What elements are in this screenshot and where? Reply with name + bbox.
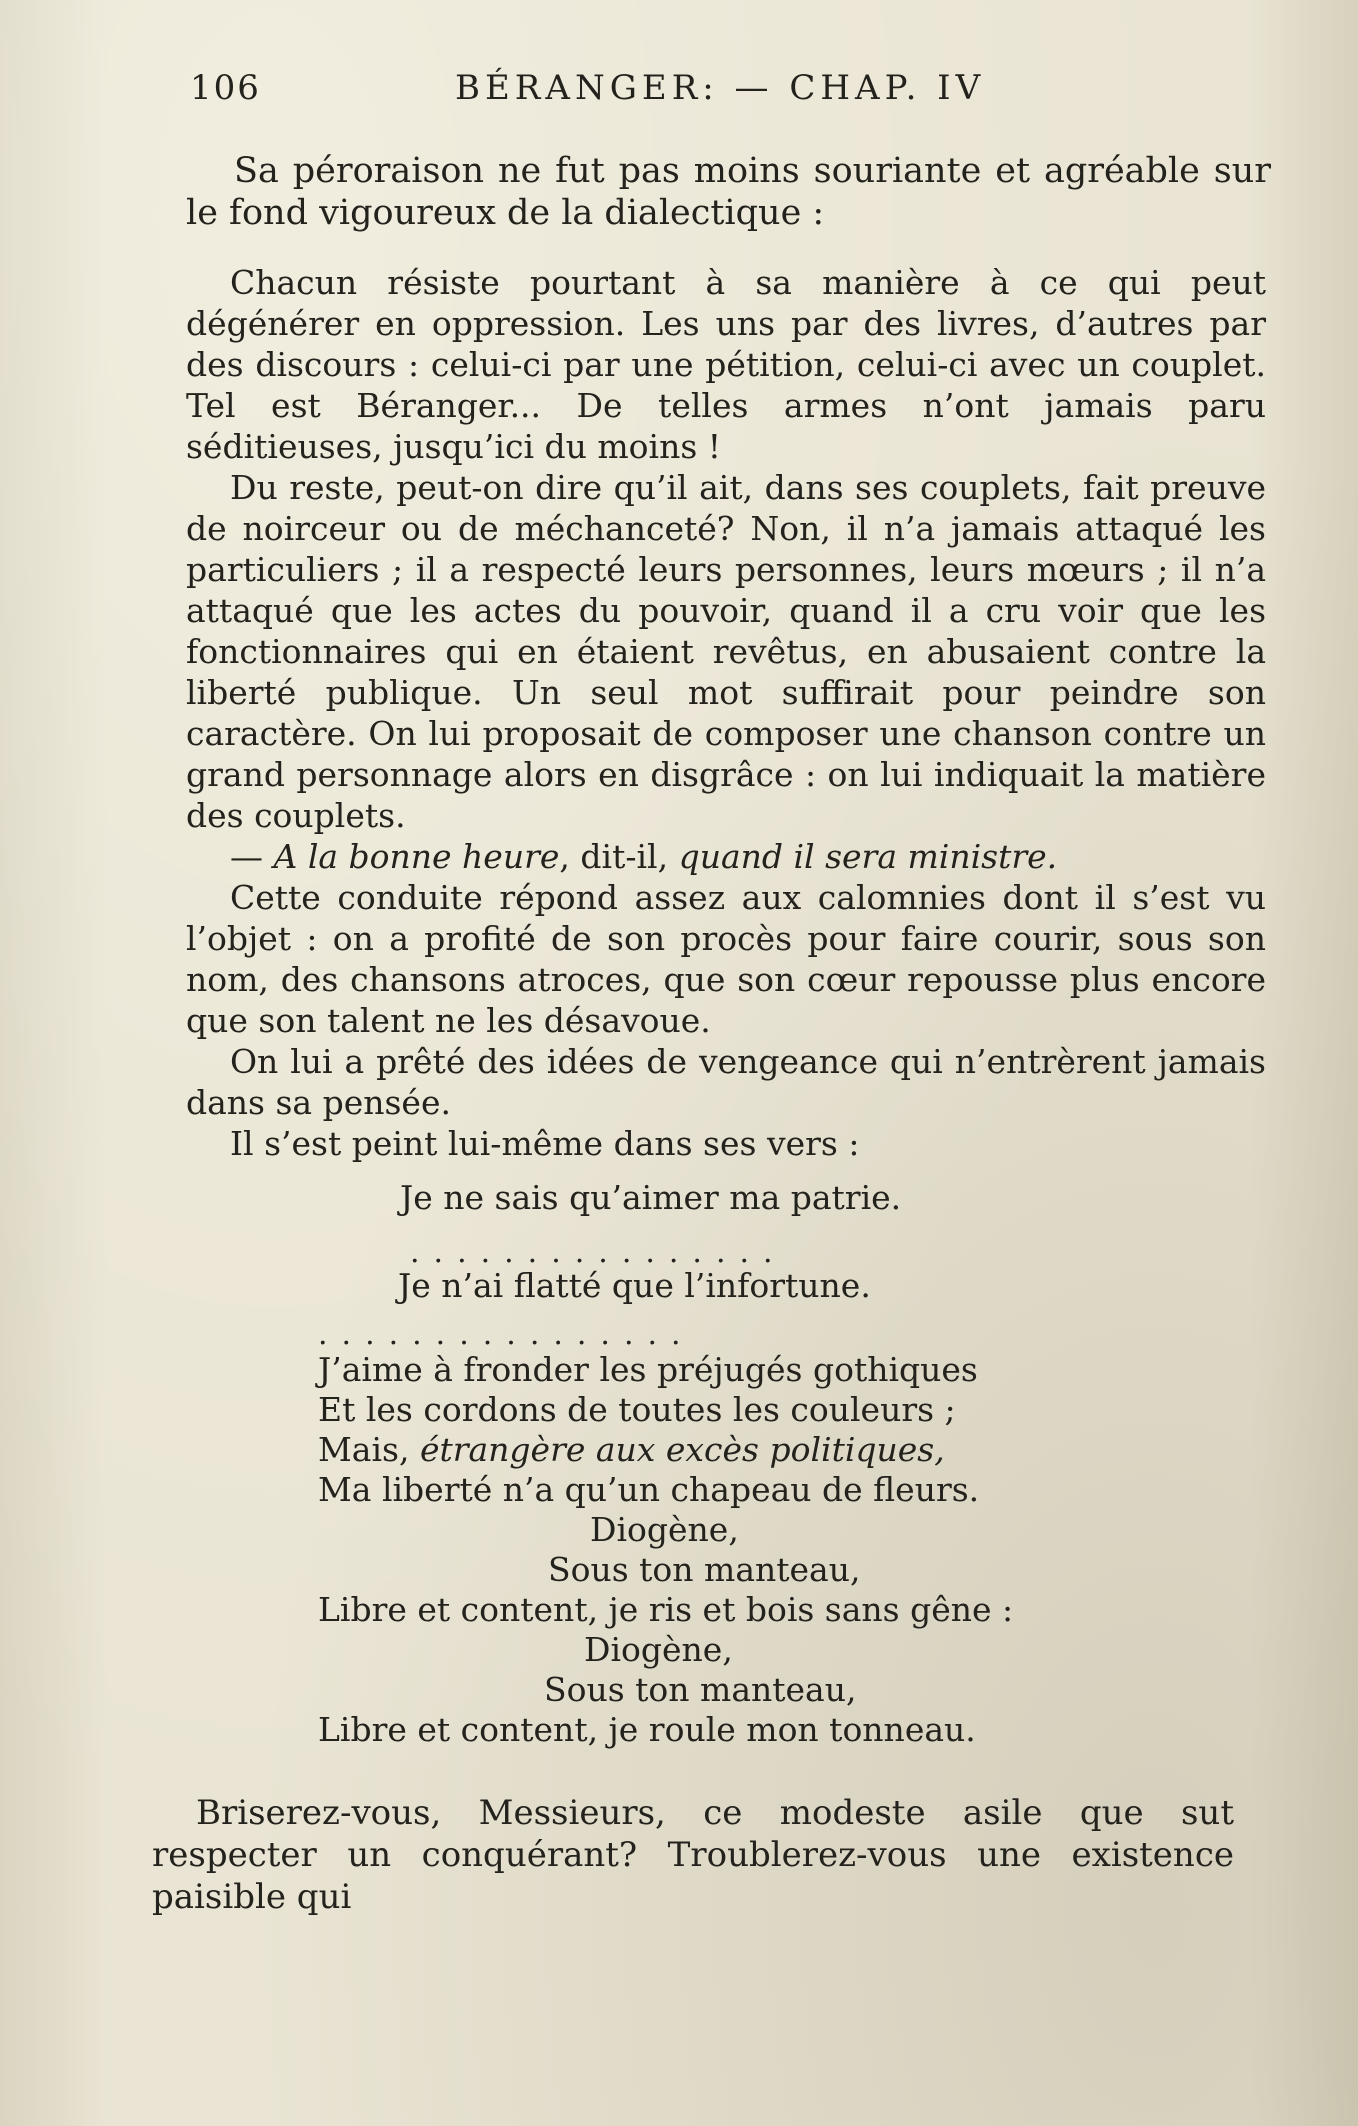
verse-line-mais	[318, 1430, 1078, 1470]
verse-line: Je ne sais qu’aimer ma patrie.	[400, 1178, 902, 1217]
closing-paragraph	[152, 1792, 1234, 1918]
ellipsis-row-1: ................	[410, 1235, 787, 1270]
refrain-line: Diogène,	[590, 1510, 739, 1549]
quote-dash: —	[230, 837, 274, 876]
quote-paragraph-1: Chacun résiste pourtant à sa manière à ce qui peut dégénérer en oppression. Les uns par des livres, d’autres par des discours : celui-ci par une pétition, celui-ci avec un couplet. Tel est Béranger... De telles armes n’ont jamais paru séditieuses, jusqu’ici du moins !	[186, 263, 1266, 466]
quote-paragraph-2: Du reste, peut-on dire qu’il ait, dans ses couplets, fait preuve de noirceur ou de méchanceté? Non, il n’a jamais attaqué les particuliers ; il a respecté leurs personnes, leurs mœurs ; il n’a attaqué que les actes du pouvoir, quand il a cru voir que les fonctionnaires qui en étaient revêtus, en abusaient contre la liberté publique. Un seul mot suffirait pour peindre son caractère. On lui proposait de composer une chanson contre un grand personnage alors en disgrâce : on lui indiquait la matière des couplets.	[186, 468, 1266, 835]
refrain-line: Sous ton manteau,	[548, 1550, 861, 1589]
refrain-line: Libre et content, je roule mon tonneau.	[318, 1710, 976, 1749]
verse-line: Je n’ai flatté que l’infortune.	[398, 1266, 871, 1305]
refrain-line: Libre et content, je ris et bois sans gêne :	[318, 1590, 1014, 1629]
closing-text: Briserez-vous, Messieurs, ce modeste asile que sut respecter un conquérant? Troublerez-vous une existence paisible qui	[152, 1793, 1234, 1917]
verse-prefix: Mais,	[318, 1430, 420, 1469]
verse-stanza	[318, 1350, 1078, 1750]
quote-paragraph-4: Cette conduite répond assez aux calomnies dont il s’est vu l’objet : on a profité de son procès pour faire courir, sous son nom, des chansons atroces, que son cœur repousse plus encore que son talent ne les désavoue.	[186, 878, 1266, 1040]
quote-paragraph-5: On lui a prêté des idées de vengeance qui n’entrèrent jamais dans sa pensée.	[186, 1042, 1266, 1122]
quoted-speech	[186, 262, 1266, 1164]
intro-text: Sa péroraison ne fut pas moins souriante et agréable sur le fond vigoureux de la dialectique :	[186, 151, 1271, 233]
intro-paragraph	[186, 150, 1271, 234]
page-header	[190, 68, 1010, 118]
ellipsis-row-2: ................	[318, 1317, 695, 1352]
verse-italic: étrangère aux excès politiques,	[419, 1430, 945, 1469]
refrain-line: Sous ton manteau,	[544, 1670, 857, 1709]
refrain-line: Diogène,	[584, 1630, 733, 1669]
quote-paragraph-6: Il s’est peint lui-même dans ses vers :	[230, 1124, 860, 1163]
verse-line: J’aime à fronder les préjugés gothiques	[318, 1350, 978, 1389]
verse-line: Et les cordons de toutes les couleurs ;	[318, 1390, 956, 1429]
quote-paragraph-3	[186, 836, 1266, 877]
quote-italic-2: quand il sera ministre.	[678, 837, 1058, 876]
verse-line-2	[398, 1266, 1158, 1306]
quote-mid: , dit-il,	[559, 837, 679, 876]
page-number: 106	[190, 68, 261, 108]
running-title: BÉRANGER: — CHAP. IV	[455, 68, 986, 108]
quote-italic-1: A la bonne heure	[273, 837, 560, 876]
verse-line-1	[400, 1178, 1160, 1218]
verse-line: Ma liberté n’a qu’un chapeau de fleurs.	[318, 1470, 980, 1509]
